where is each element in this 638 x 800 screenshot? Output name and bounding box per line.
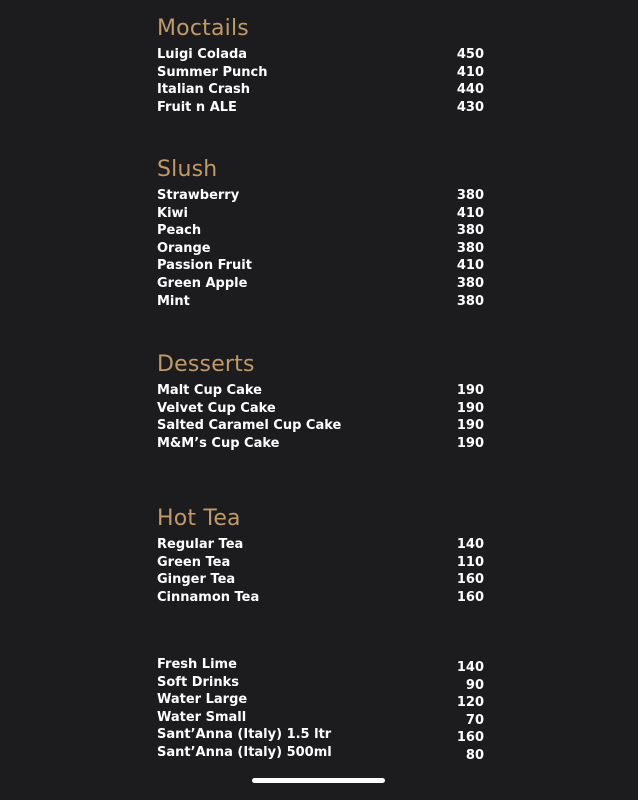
section-title: Desserts <box>157 352 255 377</box>
menu-item <box>157 656 484 674</box>
item-price: 380 <box>456 223 484 239</box>
menu-item <box>157 46 484 64</box>
menu-item <box>157 726 484 744</box>
item-name: Soft Drinks <box>157 674 239 690</box>
item-name: Green Tea <box>157 554 231 570</box>
item-price: 430 <box>456 99 484 115</box>
item-name: Italian Crash <box>157 82 251 98</box>
item-price: 450 <box>456 47 484 62</box>
item-price: 190 <box>456 418 484 434</box>
menu-item <box>157 257 484 275</box>
item-name: Malt Cup Cake <box>157 383 262 398</box>
item-price: 70 <box>465 712 484 728</box>
menu-item <box>157 691 484 709</box>
section-title: Slush <box>157 157 218 182</box>
item-price: 90 <box>465 677 484 693</box>
item-price: 410 <box>456 64 484 80</box>
item-price: 110 <box>456 554 484 570</box>
menu-item <box>157 435 484 453</box>
item-name: Passion Fruit <box>157 258 252 274</box>
section-slush <box>157 155 484 310</box>
item-name: Sant’Anna (Italy) 500ml <box>157 744 332 760</box>
item-price: 80 <box>465 747 484 763</box>
menu-item <box>157 293 484 311</box>
item-name: Fruit n ALE <box>157 99 237 115</box>
home-indicator[interactable] <box>252 778 385 783</box>
item-name: Mint <box>157 293 190 309</box>
item-name: M&M’s Cup Cake <box>157 435 280 451</box>
item-name: Salted Caramel Cup Cake <box>157 418 342 434</box>
section-title: Moctails <box>157 16 249 41</box>
item-price: 190 <box>456 435 484 451</box>
item-price: 410 <box>456 205 484 221</box>
menu-item <box>157 536 484 554</box>
menu-item <box>157 709 484 727</box>
item-price: 140 <box>456 660 484 675</box>
item-name: Ginger Tea <box>157 572 236 588</box>
menu-item <box>157 554 484 572</box>
item-price: 190 <box>456 383 484 398</box>
menu-item <box>157 222 484 240</box>
item-name: Water Small <box>157 709 247 725</box>
menu-item <box>157 81 484 99</box>
item-name: Orange <box>157 240 211 256</box>
item-price: 190 <box>456 400 484 416</box>
item-name: Peach <box>157 223 202 239</box>
item-price: 380 <box>456 188 484 203</box>
section-other-drinks <box>157 656 484 762</box>
menu-item <box>157 99 484 117</box>
item-name: Sant’Anna (Italy) 1.5 ltr <box>157 727 332 743</box>
menu-item <box>157 400 484 418</box>
item-price: 160 <box>456 572 484 588</box>
menu-item <box>157 187 484 205</box>
item-name: Regular Tea <box>157 537 244 552</box>
item-name: Cinnamon Tea <box>157 589 260 605</box>
menu-item <box>157 571 484 589</box>
menu-item <box>157 64 484 82</box>
item-price: 380 <box>456 275 484 291</box>
item-price: 160 <box>456 730 484 746</box>
menu-item <box>157 674 484 692</box>
item-price: 410 <box>456 258 484 274</box>
section-moctails <box>157 14 484 116</box>
menu-item <box>157 744 484 762</box>
item-price: 380 <box>456 240 484 256</box>
section-desserts <box>157 350 484 452</box>
item-price: 380 <box>456 293 484 309</box>
item-name: Fresh Lime <box>157 657 237 672</box>
item-name: Summer Punch <box>157 64 268 80</box>
item-price: 160 <box>456 589 484 605</box>
item-name: Strawberry <box>157 188 240 203</box>
item-name: Kiwi <box>157 205 188 221</box>
menu-item <box>157 275 484 293</box>
item-name: Velvet Cup Cake <box>157 400 276 416</box>
menu-item <box>157 417 484 435</box>
item-name: Water Large <box>157 692 248 708</box>
item-name: Green Apple <box>157 275 248 291</box>
section-hot-tea <box>157 504 484 606</box>
item-price: 120 <box>456 695 484 711</box>
item-price: 140 <box>456 537 484 552</box>
item-name: Luigi Colada <box>157 47 248 62</box>
item-price: 440 <box>456 82 484 98</box>
menu-item <box>157 240 484 258</box>
menu-item <box>157 205 484 223</box>
menu-item <box>157 589 484 607</box>
section-title: Hot Tea <box>157 506 241 531</box>
menu-item <box>157 382 484 400</box>
